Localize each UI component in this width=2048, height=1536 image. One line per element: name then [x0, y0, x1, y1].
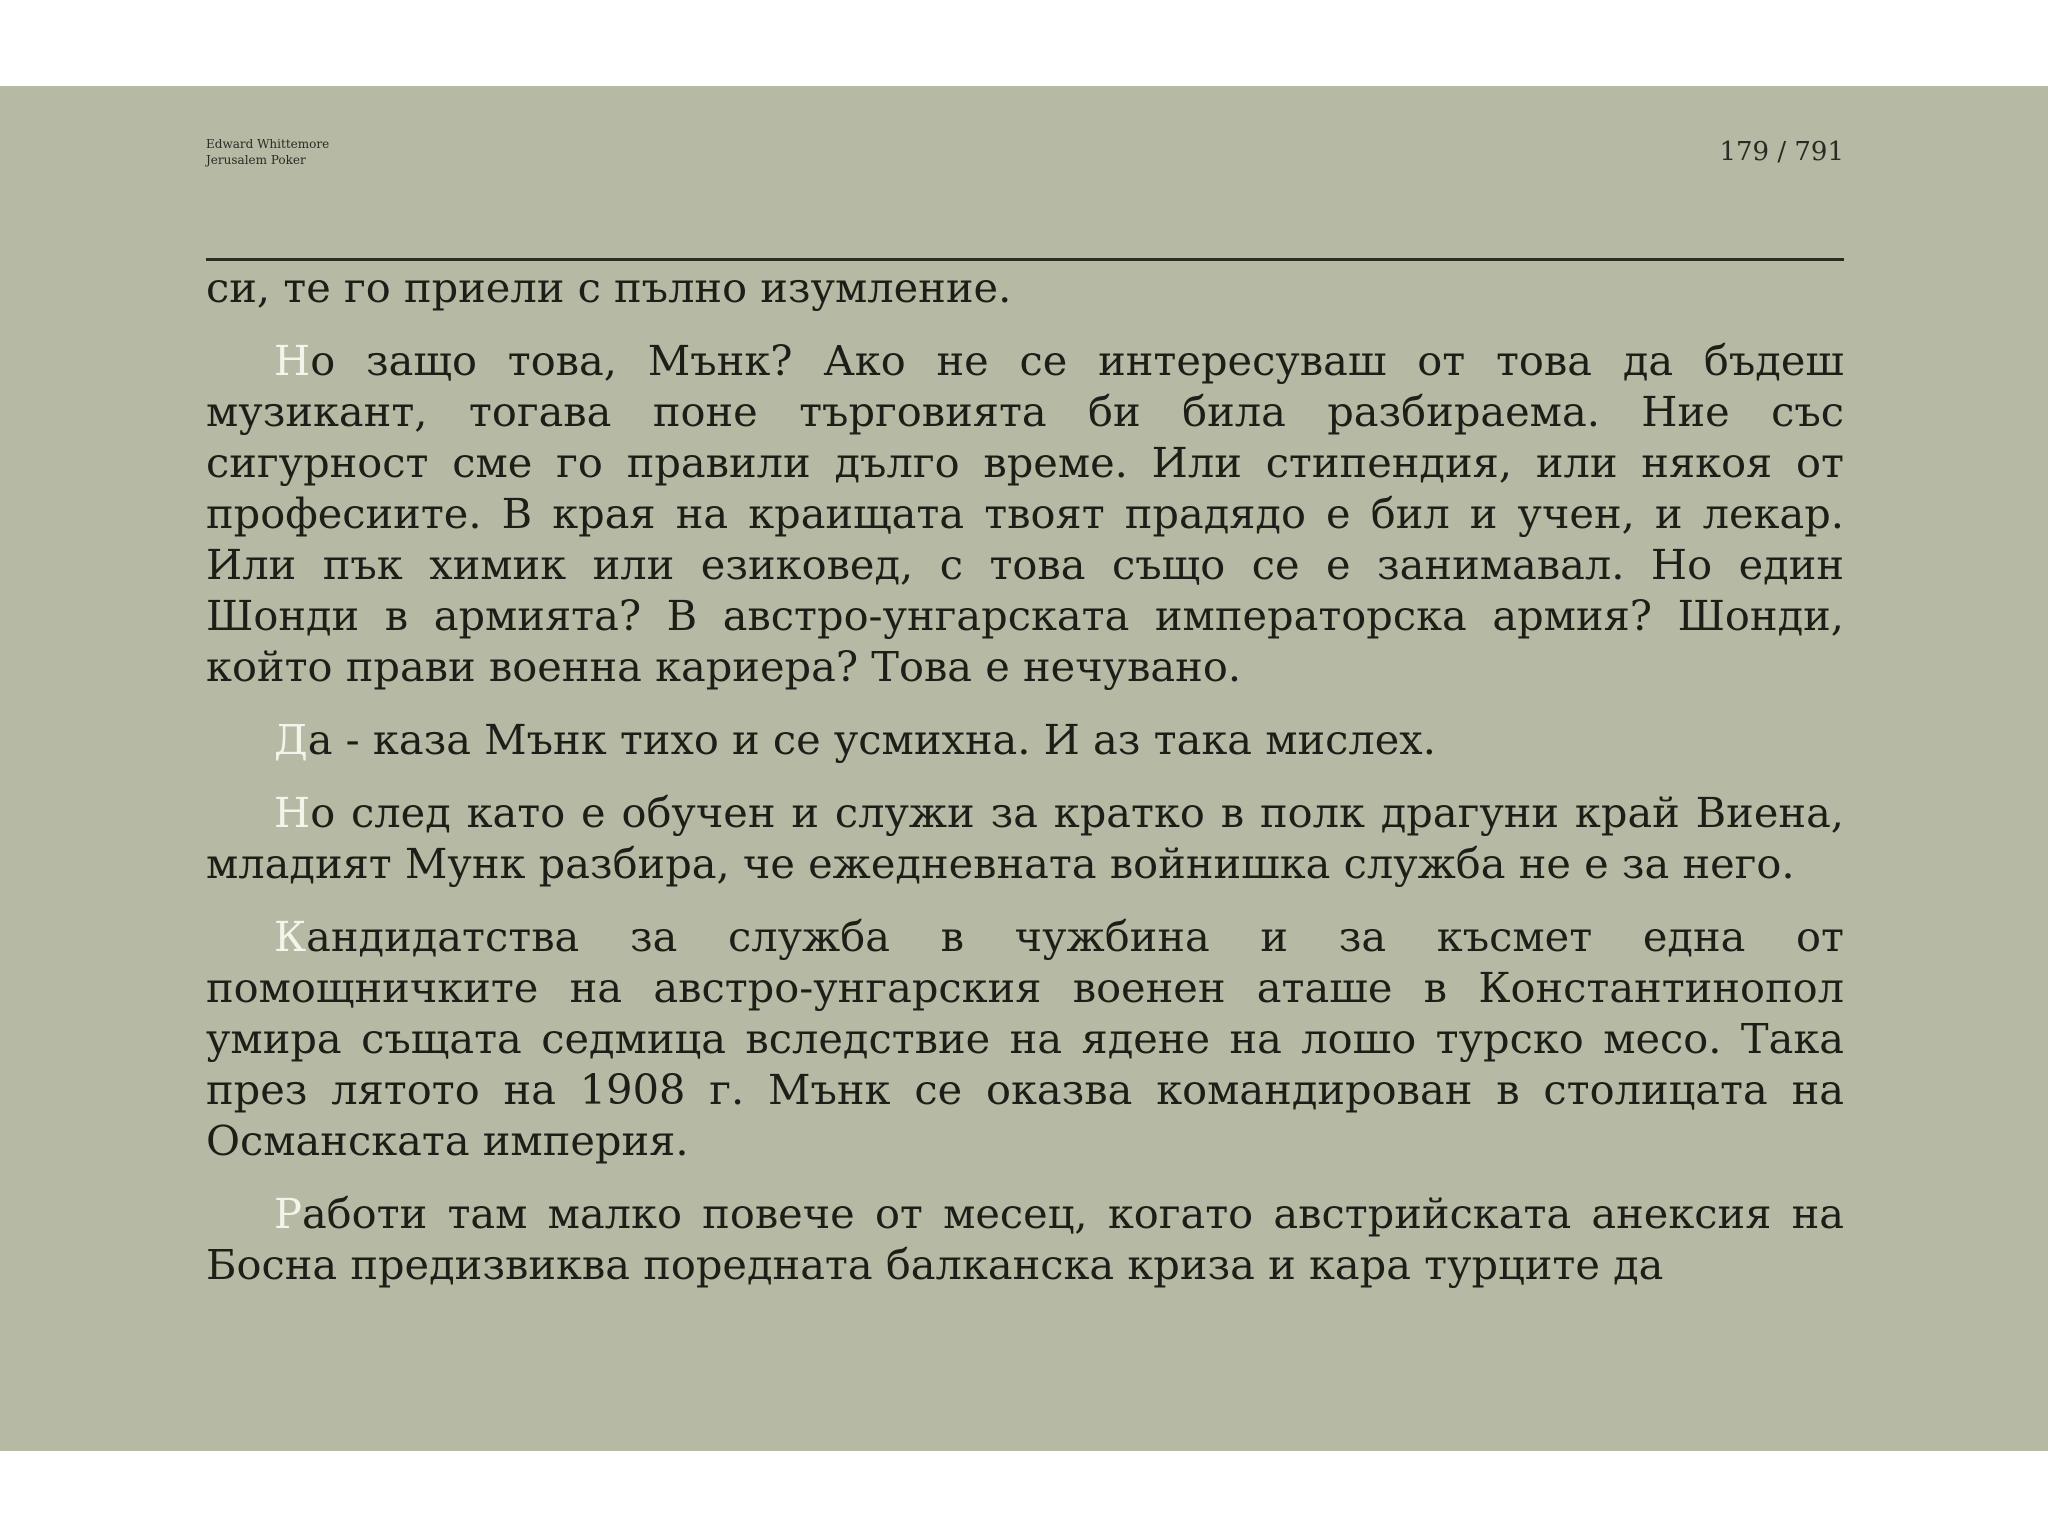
- page-text: [206, 262, 1844, 1312]
- paragraph: [206, 262, 1844, 313]
- initial-letter: Д: [274, 715, 308, 764]
- paragraph-text: о след като е обучен и служи за кратко в полк драгуни край Виена, младият Мунк разбира, че ежедневната войнишка служба не е за него.: [206, 788, 1844, 888]
- page-header: [206, 136, 1844, 260]
- book-title: Jerusalem Poker: [206, 153, 306, 167]
- book-info: [206, 136, 329, 168]
- paragraph: [206, 714, 1844, 765]
- paragraph: [206, 335, 1844, 692]
- paragraph-text: андидатства за служба в чужбина и за късмет една от помощничките на австро-унгарския военен аташе в Константинопол умира същата седмица вследствие на ядене на лошо турско месо. Така през лятото на 1908 г. Мънк се оказва командирован в столицата на Османската империя.: [206, 912, 1844, 1165]
- page-indicator: 179 / 791: [1719, 137, 1844, 167]
- paragraph-text: аботи там малко повече от месец, когато австрийската анексия на Босна предизвиква поредната балканска криза и кара турците да: [206, 1189, 1844, 1289]
- paragraph-text: о защо това, Мънк? Ако не се интересуваш от това да бъдеш музикант, тогава поне търговията би била разбираема. Ние със сигурност сме го правили дълго време. Или стипендия, или някоя от професиите. В края на краищата твоят прадядо е бил и учен, и лекар. Или пък химик или езиковед, с това също се е занимавал. Но един Шонди в армията? В австро-унгарската императорска армия? Шонди, който прави военна кариера? Това е нечувано.: [206, 336, 1844, 691]
- header-divider: [206, 258, 1844, 261]
- initial-letter: Н: [274, 788, 311, 837]
- initial-letter: К: [274, 912, 307, 961]
- author-name: Edward Whittemore: [206, 137, 330, 151]
- initial-letter: Н: [274, 336, 311, 385]
- paragraph-text: а - каза Мънк тихо и се усмихна. И аз така мислех.: [307, 715, 1436, 764]
- paragraph: [206, 911, 1844, 1166]
- paragraph: [206, 787, 1844, 889]
- paragraph-text: си, те го приели с пълно изумление.: [206, 263, 1012, 312]
- initial-letter: Р: [274, 1189, 302, 1238]
- paragraph: [206, 1188, 1844, 1290]
